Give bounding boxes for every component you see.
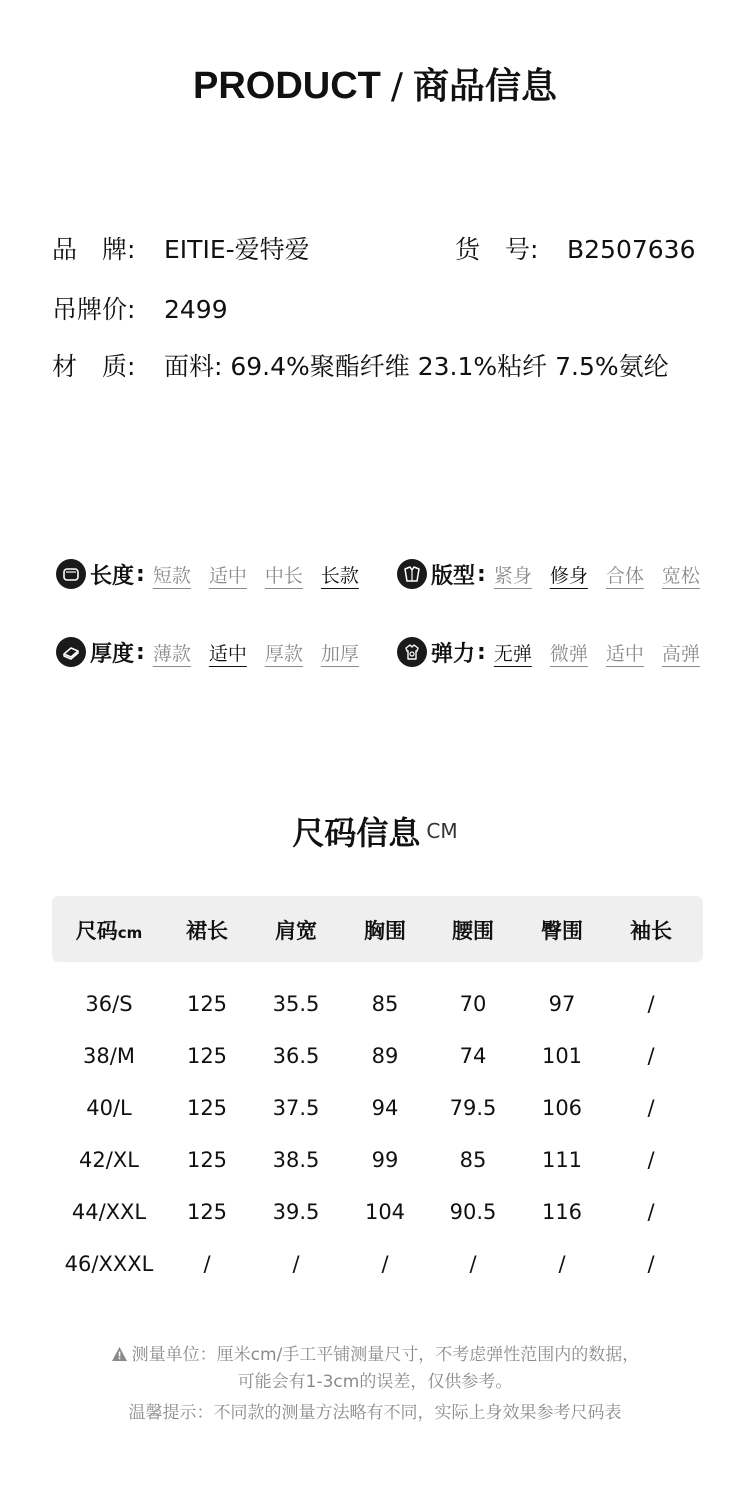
size-table-cell: / [381,1252,389,1276]
brand-row [52,230,310,266]
size-table-cell: 125 [186,1200,228,1224]
fit-option: 紧身 [493,564,532,587]
price-label: 吊牌价: [52,295,136,324]
thickness-option: 薄款 [152,642,191,665]
size-table-cell: / [647,1200,655,1224]
size-table-cell: / [469,1252,477,1276]
size-table-header: 臀围 [541,919,583,943]
size-table-cell: 38/M [83,1044,135,1068]
elasticity-option: 高弹 [661,642,700,665]
size-table-cell: 94 [371,1096,399,1120]
sku-value: B2507636 [567,235,696,264]
size-table-cell: 90.5 [449,1200,497,1224]
page-title [0,58,750,109]
size-table-header: 肩宽 [275,919,317,943]
size-table-cell: 70 [459,992,487,1016]
sku-label: 货 号: [455,235,539,264]
note-line-2: 可能会有1-3cm的误差，仅供参考。 [237,1372,513,1392]
attr-elasticity: 弹力 : 无弹 微弹 适中 高弹 [397,635,700,669]
size-table-cell: 125 [186,1044,228,1068]
size-table-cell: / [647,992,655,1016]
size-table-cell: 35.5 [272,992,320,1016]
size-table-cell: 116 [541,1200,583,1224]
size-table-cell: 37.5 [272,1096,320,1120]
attr-thickness: 厚度 : 薄款 适中 厚款 加厚 [56,635,359,669]
attr-fit-name: 版型 [431,563,476,589]
measure-note [0,1340,750,1367]
size-table-cell: 99 [371,1148,399,1172]
length-option: 长款 [320,564,359,587]
fit-option: 修身 [549,564,588,587]
length-option: 适中 [208,564,247,587]
warning-icon [111,1346,128,1367]
note-line-3: 温馨提示：不同款的测量方法略有不同，实际上身效果参考尺码表 [128,1403,622,1423]
fit-option: 合体 [605,564,644,587]
size-table-cell: 85 [459,1148,487,1172]
attr-elasticity-name: 弹力 [431,641,476,667]
attr-thickness-name: 厚度 [90,641,135,667]
size-table-cell: 125 [186,992,228,1016]
size-table-cell: / [647,1252,655,1276]
size-table-cell: 46/XXXL [64,1252,154,1276]
size-table-cell: / [203,1252,211,1276]
size-table-header: 胸围 [364,919,406,943]
size-title-text: 尺码信息 [292,814,421,852]
size-table-cell: / [647,1148,655,1172]
fit-icon [397,559,427,589]
size-table-header: 腰围 [452,919,494,943]
size-table-cell: 106 [541,1096,583,1120]
size-table-cell: 89 [371,1044,399,1068]
fit-option: 宽松 [661,564,700,587]
size-table-cell: 36.5 [272,1044,320,1068]
size-section-title [0,808,750,854]
size-table-cell: 125 [186,1148,228,1172]
title-separator: / [390,66,403,107]
size-table-cell: 104 [364,1200,406,1224]
size-table-header: 裙长 [186,919,228,943]
thickness-icon [56,637,86,667]
size-table-cell: 40/L [86,1096,132,1120]
size-table-header: 尺码cm [75,919,143,943]
elasticity-icon [397,637,427,667]
thickness-option: 厚款 [264,642,303,665]
size-table-cell: 125 [186,1096,228,1120]
material-label: 材 质: [52,352,136,381]
size-table-cell: / [292,1252,300,1276]
price-value: 2499 [164,295,228,324]
note-line-1: 测量单位：厘米cm/手工平铺测量尺寸，不考虑弹性范围内的数据， [131,1345,640,1365]
thickness-option: 加厚 [320,642,359,665]
material-row [52,347,669,383]
size-table-header: 袖长 [630,919,672,943]
size-table-cell: 74 [459,1044,487,1068]
thickness-option: 适中 [208,642,247,665]
material-value: 面料: 69.4%聚酯纤维 23.1%粘纤 7.5%氨纶 [164,352,669,381]
elasticity-option: 无弹 [493,642,532,665]
brand-value: EITIE-爱特爱 [164,235,310,264]
size-table-cell: / [647,1096,655,1120]
size-table-cell: 97 [548,992,576,1016]
size-header-unit: cm [117,924,143,942]
attr-length: 长度 : 短款 适中 中长 长款 [56,557,359,591]
length-option: 短款 [152,564,191,587]
elasticity-option: 微弹 [549,642,588,665]
size-title-unit: CM [426,819,458,843]
attr-fit: 版型 : 紧身 修身 合体 宽松 [397,557,700,591]
sku-row [455,230,696,266]
length-option: 中长 [264,564,303,587]
size-table-cell: 79.5 [449,1096,497,1120]
size-table-cell: 85 [371,992,399,1016]
size-table-cell: 38.5 [272,1148,320,1172]
title-cn: 商品信息 [413,66,558,107]
brand-label: 品 牌: [52,235,136,264]
attr-length-name: 长度 [90,563,135,589]
size-table-cell: 42/XL [79,1148,139,1172]
price-row [52,290,228,326]
size-table-cell: 101 [541,1044,583,1068]
size-table-cell: 39.5 [272,1200,320,1224]
size-table-cell: 36/S [85,992,133,1016]
size-table-cell: 111 [541,1148,583,1172]
title-en: PRODUCT [192,65,381,107]
skirt-length-icon [56,559,86,589]
size-table-cell: / [647,1044,655,1068]
size-table-cell: / [558,1252,566,1276]
size-table-cell: 44/XXL [71,1200,147,1224]
elasticity-option: 适中 [605,642,644,665]
